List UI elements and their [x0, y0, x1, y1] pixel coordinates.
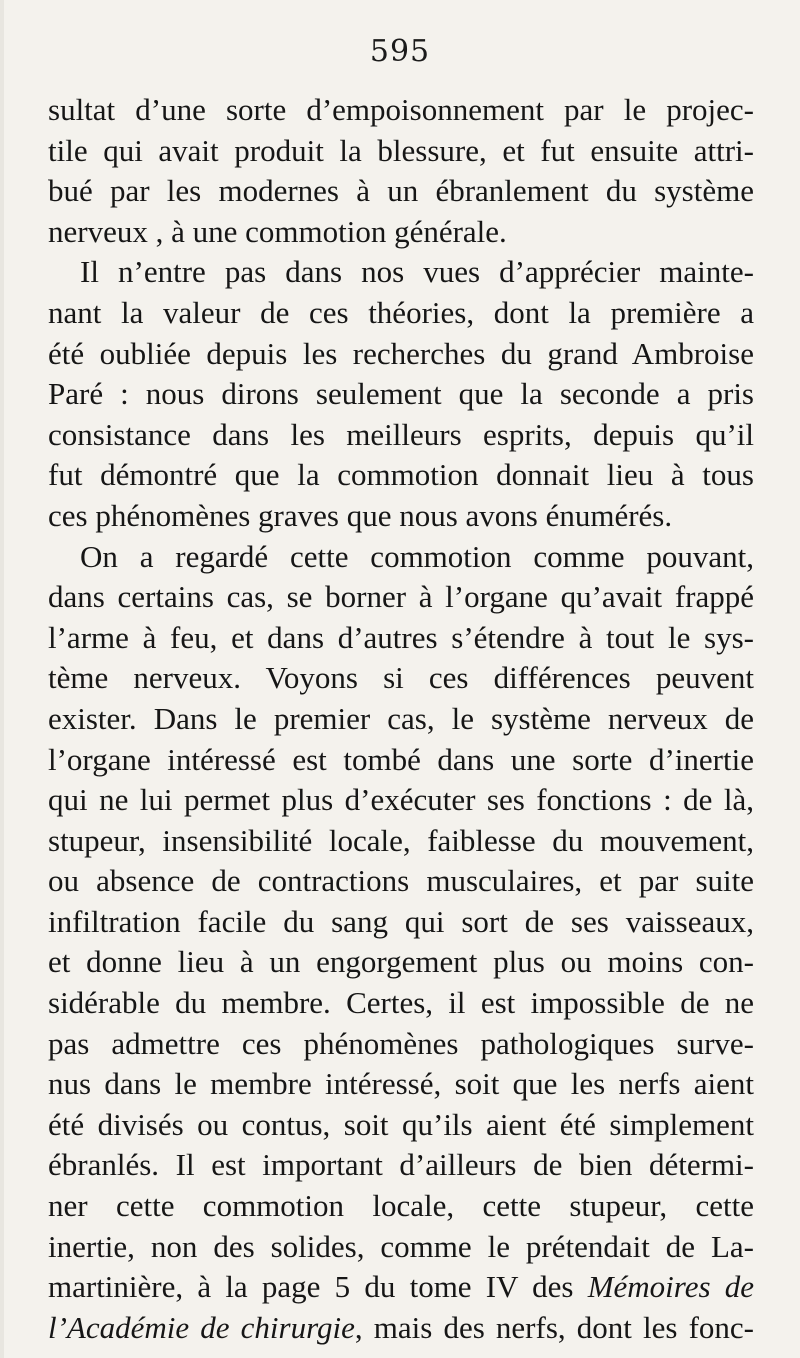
line-text: martinière, à la page 5 du tome IV des [48, 1269, 574, 1305]
text-line: l’organe intéressé est tombé dans une sorte d’inertie [48, 741, 754, 777]
text-line-with-italic [48, 1267, 754, 1308]
text-line: et donne lieu à un engorgement plus ou moins con- [48, 944, 754, 980]
text-line: sultat d’une sorte d’empoisonnement par le projec- [48, 92, 754, 127]
text-line: fut démontré que la commotion donnait lieu à tous [48, 457, 754, 493]
text-line: bué par les modernes à un ébranlement du système [48, 173, 754, 209]
text-line: ces phénomènes graves que nous avons énumérés. [48, 497, 673, 533]
text-line: nus dans le membre intéressé, soit que les nerfs aient [48, 1066, 754, 1102]
text-line: qui ne lui permet plus d’exécuter ses fonctions : de là, [48, 782, 754, 818]
text-line: nerveux , à une commotion générale. [48, 213, 507, 249]
text-line: ner cette commotion locale, cette stupeur, cette [48, 1188, 754, 1224]
text-line: nant la valeur de ces théories, dont la première a [48, 294, 754, 330]
text-line: Il n’entre pas dans nos vues d’apprécier mainte- [80, 254, 754, 290]
text-line: ébranlés. Il est important d’ailleurs de bien détermi- [48, 1147, 754, 1183]
text-line: stupeur, insensibilité locale, faiblesse du mouvement, [48, 822, 754, 858]
text-line: ou absence de contractions musculaires, et par suite [48, 863, 754, 899]
text-line: l’arme à feu, et dans d’autres s’étendre à tout le sys- [48, 619, 754, 655]
text-line: dans certains cas, se borner à l’organe qu’avait frappé [48, 579, 754, 615]
text-line: Paré : nous dirons seulement que la seconde a pris [48, 376, 754, 412]
text-line: tile qui avait produit la blessure, et fut ensuite attri- [48, 132, 754, 168]
text-line: inertie, non des solides, comme le prétendait de La- [48, 1228, 754, 1264]
text-line: infiltration facile du sang qui sort de ses vaisseaux, [48, 903, 754, 939]
journal-title-part: Mémoires de [587, 1269, 754, 1305]
text-line: exister. Dans le premier cas, le système nerveux de [48, 700, 754, 736]
page-number: 595 [369, 34, 431, 69]
text-line: On a regardé cette commotion comme pouvant, [80, 538, 754, 574]
text-line-with-italic [48, 1308, 754, 1349]
text-line: tème nerveux. Voyons si ces différences peuvent [48, 660, 754, 696]
line-text: , mais des nerfs, dont les fonc- [354, 1309, 754, 1345]
journal-title-part: l’Académie de chirurgie [48, 1309, 355, 1345]
text-line: été oubliée depuis les recherches du grand Ambroise [48, 335, 754, 371]
text-line: été divisés ou contus, soit qu’ils aient été simplement [48, 1106, 754, 1142]
body-text [48, 90, 754, 1348]
text-line: sidérable du membre. Certes, il est impossible de ne [48, 985, 754, 1021]
text-line: pas admettre ces phénomènes pathologiques surve- [48, 1025, 754, 1061]
scan-edge [0, 0, 4, 1358]
text-line: consistance dans les meilleurs esprits, depuis qu’il [48, 416, 754, 452]
